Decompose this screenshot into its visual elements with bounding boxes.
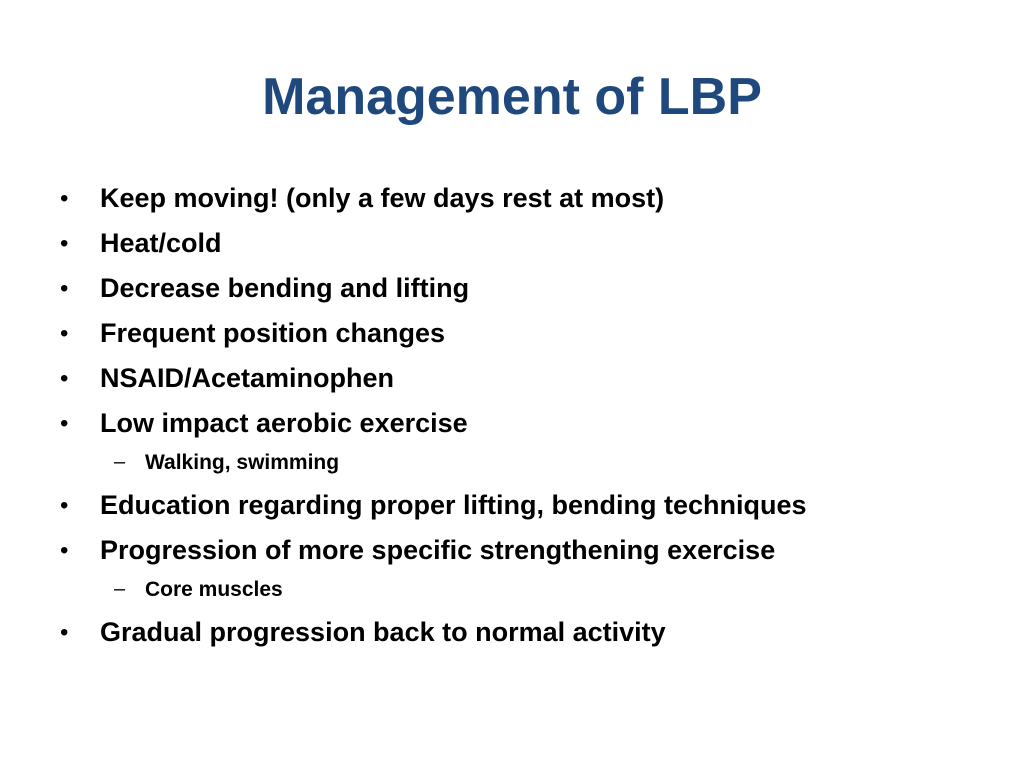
bullet-marker: • bbox=[60, 230, 69, 257]
bullet-text: Gradual progression back to normal activity bbox=[100, 617, 666, 647]
bullet-text: Keep moving! (only a few days rest at most) bbox=[100, 183, 665, 213]
sub-bullet-item bbox=[58, 571, 998, 608]
bullet-item bbox=[58, 610, 998, 655]
bullet-text: Heat/cold bbox=[100, 228, 222, 258]
bullet-item bbox=[58, 356, 998, 401]
bullet-item bbox=[58, 483, 998, 528]
bullet-text: Progression of more specific strengthening exercise bbox=[100, 535, 776, 565]
bullet-item bbox=[58, 176, 998, 221]
sub-bullet-marker: – bbox=[114, 578, 126, 600]
slide-title: Management of LBP bbox=[262, 68, 762, 126]
sub-bullet-marker: – bbox=[114, 451, 126, 473]
bullet-marker: • bbox=[60, 492, 69, 519]
bullet-text: Frequent position changes bbox=[100, 318, 446, 348]
sub-bullet-text: Walking, swimming bbox=[145, 451, 340, 474]
sub-bullet-text: Core muscles bbox=[145, 578, 283, 601]
bullet-item bbox=[58, 311, 998, 356]
bullet-text: Education regarding proper lifting, bending techniques bbox=[100, 490, 807, 520]
bullet-marker: • bbox=[60, 619, 69, 646]
bullet-marker: • bbox=[60, 365, 69, 392]
bullet-item bbox=[58, 528, 998, 573]
bullet-marker: • bbox=[60, 185, 69, 212]
bullet-text: Low impact aerobic exercise bbox=[100, 408, 468, 438]
bullet-text: NSAID/Acetaminophen bbox=[100, 363, 395, 393]
bullet-marker: • bbox=[60, 410, 69, 437]
bullet-list bbox=[58, 176, 998, 655]
bullet-item bbox=[58, 401, 998, 446]
bullet-text: Decrease bending and lifting bbox=[100, 273, 470, 303]
bullet-item bbox=[58, 266, 998, 311]
bullet-marker: • bbox=[60, 320, 69, 347]
bullet-marker: • bbox=[60, 537, 69, 564]
sub-bullet-item bbox=[58, 444, 998, 481]
bullet-item bbox=[58, 221, 998, 266]
bullet-marker: • bbox=[60, 275, 69, 302]
